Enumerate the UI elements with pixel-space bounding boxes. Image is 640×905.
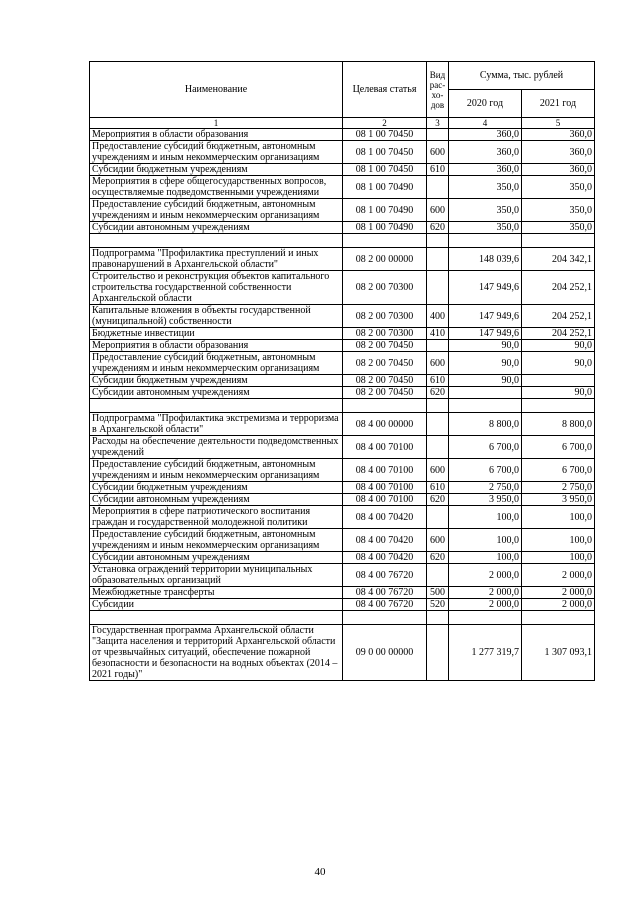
table-row (90, 164, 595, 176)
row-amount-2020-cell: 2 000,0 (449, 564, 522, 587)
table-row (90, 625, 595, 681)
table-row (90, 482, 595, 494)
row-amount-2020-cell: 350,0 (449, 176, 522, 199)
row-expense-type-cell (427, 129, 449, 141)
row-name-cell: Субсидии автономным учреждениям (90, 494, 343, 506)
row-expense-type-cell (427, 413, 449, 436)
table-row (90, 352, 595, 375)
row-name-cell: Субсидии автономным учреждениям (90, 222, 343, 234)
table-row (90, 328, 595, 340)
row-target-article-cell: 08 4 00 00000 (343, 413, 427, 436)
row-target-article-cell: 08 1 00 70450 (343, 129, 427, 141)
row-amount-2021-cell: 350,0 (522, 222, 595, 234)
row-target-article-cell: 08 1 00 70490 (343, 199, 427, 222)
row-expense-type-cell: 610 (427, 482, 449, 494)
row-amount-2020-cell: 6 700,0 (449, 436, 522, 459)
row-target-article-cell: 08 2 00 70450 (343, 352, 427, 375)
row-expense-type-cell: 600 (427, 199, 449, 222)
row-target-article-cell: 08 2 00 70300 (343, 305, 427, 328)
row-target-article-cell (343, 611, 427, 625)
row-name-cell: Предоставление субсидий бюджетным, автономным учреждениям и иным некоммерческим организациям (90, 141, 343, 164)
row-name-cell: Предоставление субсидий бюджетным, автономным учреждениям и иным некоммерческим организациям (90, 352, 343, 375)
row-amount-2021-cell: 2 750,0 (522, 482, 595, 494)
row-expense-type-cell: 620 (427, 387, 449, 399)
table-row (90, 599, 595, 611)
row-amount-2020-cell: 148 039,6 (449, 248, 522, 271)
table-row (90, 176, 595, 199)
row-amount-2021-cell: 360,0 (522, 129, 595, 141)
table-row (90, 248, 595, 271)
row-expense-type-cell: 600 (427, 141, 449, 164)
row-amount-2021-cell: 1 307 093,1 (522, 625, 595, 681)
row-expense-type-cell: 610 (427, 375, 449, 387)
row-name-cell: Межбюджетные трансферты (90, 587, 343, 599)
row-amount-2021-cell: 90,0 (522, 340, 595, 352)
row-expense-type-cell (427, 625, 449, 681)
row-name-cell: Субсидии бюджетным учреждениям (90, 482, 343, 494)
table-row (90, 129, 595, 141)
column-index-row (90, 118, 595, 129)
row-amount-2020-cell: 3 950,0 (449, 494, 522, 506)
row-amount-2021-cell: 350,0 (522, 176, 595, 199)
table-row (90, 529, 595, 552)
row-name-cell: Мероприятия в сфере патриотического воспитания граждан и государственной молодежной политики (90, 506, 343, 529)
column-index: 4 (449, 118, 522, 129)
table-row (90, 387, 595, 399)
row-amount-2020-cell (449, 387, 522, 399)
row-expense-type-cell (427, 611, 449, 625)
row-amount-2021-cell: 2 000,0 (522, 599, 595, 611)
header-year-2020: 2020 год (449, 90, 522, 118)
row-amount-2020-cell (449, 611, 522, 625)
row-expense-type-cell (427, 399, 449, 413)
row-expense-type-cell: 600 (427, 529, 449, 552)
row-amount-2021-cell: 204 252,1 (522, 328, 595, 340)
header-name: Наименование (90, 62, 343, 118)
table-row (90, 340, 595, 352)
row-name-cell: Мероприятия в области образования (90, 129, 343, 141)
row-target-article-cell: 08 4 00 70420 (343, 552, 427, 564)
row-target-article-cell: 08 4 00 70420 (343, 506, 427, 529)
table-body (90, 129, 595, 681)
row-amount-2021-cell: 204 342,1 (522, 248, 595, 271)
table-row (90, 611, 595, 625)
row-expense-type-cell: 500 (427, 587, 449, 599)
row-amount-2020-cell: 360,0 (449, 129, 522, 141)
row-amount-2021-cell (522, 375, 595, 387)
row-target-article-cell: 08 4 00 70420 (343, 529, 427, 552)
row-name-cell: Мероприятия в области образования (90, 340, 343, 352)
row-amount-2020-cell: 360,0 (449, 141, 522, 164)
row-amount-2020-cell: 147 949,6 (449, 328, 522, 340)
header-year-2021: 2021 год (522, 90, 595, 118)
row-amount-2021-cell: 8 800,0 (522, 413, 595, 436)
row-name-cell (90, 611, 343, 625)
table-row (90, 375, 595, 387)
table-row (90, 552, 595, 564)
row-target-article-cell: 08 2 00 70450 (343, 340, 427, 352)
row-amount-2021-cell: 360,0 (522, 164, 595, 176)
column-index: 1 (90, 118, 343, 129)
row-amount-2021-cell: 6 700,0 (522, 459, 595, 482)
row-target-article-cell: 09 0 00 00000 (343, 625, 427, 681)
row-name-cell: Строительство и реконструкция объектов капитального строительства государственной собственности Архангельской области (90, 271, 343, 305)
budget-table (89, 61, 595, 681)
row-name-cell: Субсидии (90, 599, 343, 611)
row-name-cell: Подпрограмма "Профилактика преступлений и иных правонарушений в Архангельской области" (90, 248, 343, 271)
row-amount-2020-cell: 100,0 (449, 529, 522, 552)
row-name-cell: Капитальные вложения в объекты государственной (муниципальной) собственности (90, 305, 343, 328)
row-amount-2021-cell (522, 611, 595, 625)
row-amount-2021-cell (522, 399, 595, 413)
row-expense-type-cell (427, 271, 449, 305)
row-expense-type-cell: 620 (427, 552, 449, 564)
table-row (90, 436, 595, 459)
row-amount-2021-cell: 204 252,1 (522, 305, 595, 328)
row-name-cell: Установка ограждений территории муниципальных образовательных организаций (90, 564, 343, 587)
row-target-article-cell: 08 1 00 70490 (343, 176, 427, 199)
row-amount-2020-cell: 2 000,0 (449, 587, 522, 599)
row-amount-2021-cell: 2 000,0 (522, 564, 595, 587)
row-target-article-cell: 08 2 00 70300 (343, 328, 427, 340)
row-target-article-cell: 08 4 00 76720 (343, 587, 427, 599)
row-amount-2020-cell: 100,0 (449, 552, 522, 564)
row-target-article-cell: 08 4 00 70100 (343, 482, 427, 494)
row-expense-type-cell (427, 234, 449, 248)
table-row (90, 587, 595, 599)
row-name-cell: Подпрограмма "Профилактика экстремизма и терроризма в Архангельской области" (90, 413, 343, 436)
row-target-article-cell (343, 234, 427, 248)
row-amount-2021-cell (522, 234, 595, 248)
row-target-article-cell: 08 4 00 70100 (343, 494, 427, 506)
row-amount-2021-cell: 90,0 (522, 352, 595, 375)
row-amount-2020-cell: 147 949,6 (449, 305, 522, 328)
row-expense-type-cell: 600 (427, 459, 449, 482)
row-amount-2020-cell: 100,0 (449, 506, 522, 529)
row-amount-2021-cell: 204 252,1 (522, 271, 595, 305)
row-target-article-cell: 08 4 00 70100 (343, 436, 427, 459)
row-amount-2020-cell: 2 750,0 (449, 482, 522, 494)
row-target-article-cell (343, 399, 427, 413)
row-amount-2020-cell (449, 399, 522, 413)
table-header (90, 62, 595, 129)
row-name-cell: Предоставление субсидий бюджетным, автономным учреждениям и иным некоммерческим организациям (90, 459, 343, 482)
row-amount-2020-cell: 2 000,0 (449, 599, 522, 611)
row-name-cell: Субсидии автономным учреждениям (90, 552, 343, 564)
column-index: 2 (343, 118, 427, 129)
row-expense-type-cell (427, 248, 449, 271)
row-target-article-cell: 08 1 00 70490 (343, 222, 427, 234)
row-name-cell (90, 234, 343, 248)
row-expense-type-cell: 620 (427, 222, 449, 234)
row-name-cell: Предоставление субсидий бюджетным, автономным учреждениям и иным некоммерческим организациям (90, 529, 343, 552)
header-target-article: Целевая статья (343, 62, 427, 118)
row-expense-type-cell: 600 (427, 352, 449, 375)
row-expense-type-cell: 400 (427, 305, 449, 328)
row-target-article-cell: 08 4 00 76720 (343, 564, 427, 587)
column-index: 5 (522, 118, 595, 129)
row-amount-2020-cell: 147 949,6 (449, 271, 522, 305)
row-expense-type-cell: 620 (427, 494, 449, 506)
row-expense-type-cell: 610 (427, 164, 449, 176)
row-name-cell: Предоставление субсидий бюджетным, автономным учреждениям и иным некоммерческим организациям (90, 199, 343, 222)
header-sum: Сумма, тыс. рублей (449, 62, 595, 90)
row-expense-type-cell (427, 506, 449, 529)
table-row (90, 141, 595, 164)
table-row (90, 459, 595, 482)
row-amount-2020-cell: 350,0 (449, 222, 522, 234)
row-target-article-cell: 08 2 00 00000 (343, 248, 427, 271)
header-expense-type: Вид рас-хо-дов (427, 62, 449, 118)
row-amount-2020-cell: 350,0 (449, 199, 522, 222)
table-row (90, 222, 595, 234)
row-name-cell: Субсидии бюджетным учреждениям (90, 164, 343, 176)
row-name-cell: Расходы на обеспечение деятельности подведомственных учреждений (90, 436, 343, 459)
table-row (90, 305, 595, 328)
row-name-cell: Мероприятия в сфере общегосударственных вопросов, осуществляемые подведомственными учреждениями (90, 176, 343, 199)
table-row (90, 413, 595, 436)
row-name-cell (90, 399, 343, 413)
row-amount-2020-cell: 1 277 319,7 (449, 625, 522, 681)
row-name-cell: Субсидии автономным учреждениям (90, 387, 343, 399)
row-expense-type-cell (427, 340, 449, 352)
row-amount-2020-cell (449, 234, 522, 248)
table-row (90, 494, 595, 506)
row-target-article-cell: 08 2 00 70450 (343, 375, 427, 387)
table-row (90, 271, 595, 305)
row-amount-2021-cell: 100,0 (522, 529, 595, 552)
row-target-article-cell: 08 1 00 70450 (343, 164, 427, 176)
table-row (90, 199, 595, 222)
row-amount-2021-cell: 360,0 (522, 141, 595, 164)
row-target-article-cell: 08 2 00 70300 (343, 271, 427, 305)
table-row (90, 234, 595, 248)
row-amount-2020-cell: 90,0 (449, 375, 522, 387)
row-expense-type-cell (427, 176, 449, 199)
row-amount-2021-cell: 100,0 (522, 552, 595, 564)
row-amount-2020-cell: 90,0 (449, 340, 522, 352)
row-amount-2021-cell: 100,0 (522, 506, 595, 529)
row-target-article-cell: 08 2 00 70450 (343, 387, 427, 399)
row-target-article-cell: 08 1 00 70450 (343, 141, 427, 164)
row-amount-2020-cell: 8 800,0 (449, 413, 522, 436)
column-index: 3 (427, 118, 449, 129)
row-amount-2021-cell: 6 700,0 (522, 436, 595, 459)
row-amount-2020-cell: 90,0 (449, 352, 522, 375)
row-target-article-cell: 08 4 00 76720 (343, 599, 427, 611)
row-amount-2021-cell: 90,0 (522, 387, 595, 399)
row-name-cell: Государственная программа Архангельской области "Защита населения и территорий Архангельской области от чрезвычайных ситуаций, обеспечение пожарной безопасности и безопасности на водных объектах (2014 – 2021 годы)" (90, 625, 343, 681)
row-amount-2021-cell: 350,0 (522, 199, 595, 222)
table-row (90, 399, 595, 413)
row-amount-2020-cell: 360,0 (449, 164, 522, 176)
row-name-cell: Бюджетные инвестиции (90, 328, 343, 340)
row-amount-2020-cell: 6 700,0 (449, 459, 522, 482)
row-name-cell: Субсидии бюджетным учреждениям (90, 375, 343, 387)
page-number: 40 (314, 866, 326, 878)
table-row (90, 506, 595, 529)
table-row (90, 564, 595, 587)
row-amount-2021-cell: 2 000,0 (522, 587, 595, 599)
row-expense-type-cell: 520 (427, 599, 449, 611)
row-expense-type-cell (427, 564, 449, 587)
row-expense-type-cell (427, 436, 449, 459)
row-expense-type-cell: 410 (427, 328, 449, 340)
row-target-article-cell: 08 4 00 70100 (343, 459, 427, 482)
row-amount-2021-cell: 3 950,0 (522, 494, 595, 506)
